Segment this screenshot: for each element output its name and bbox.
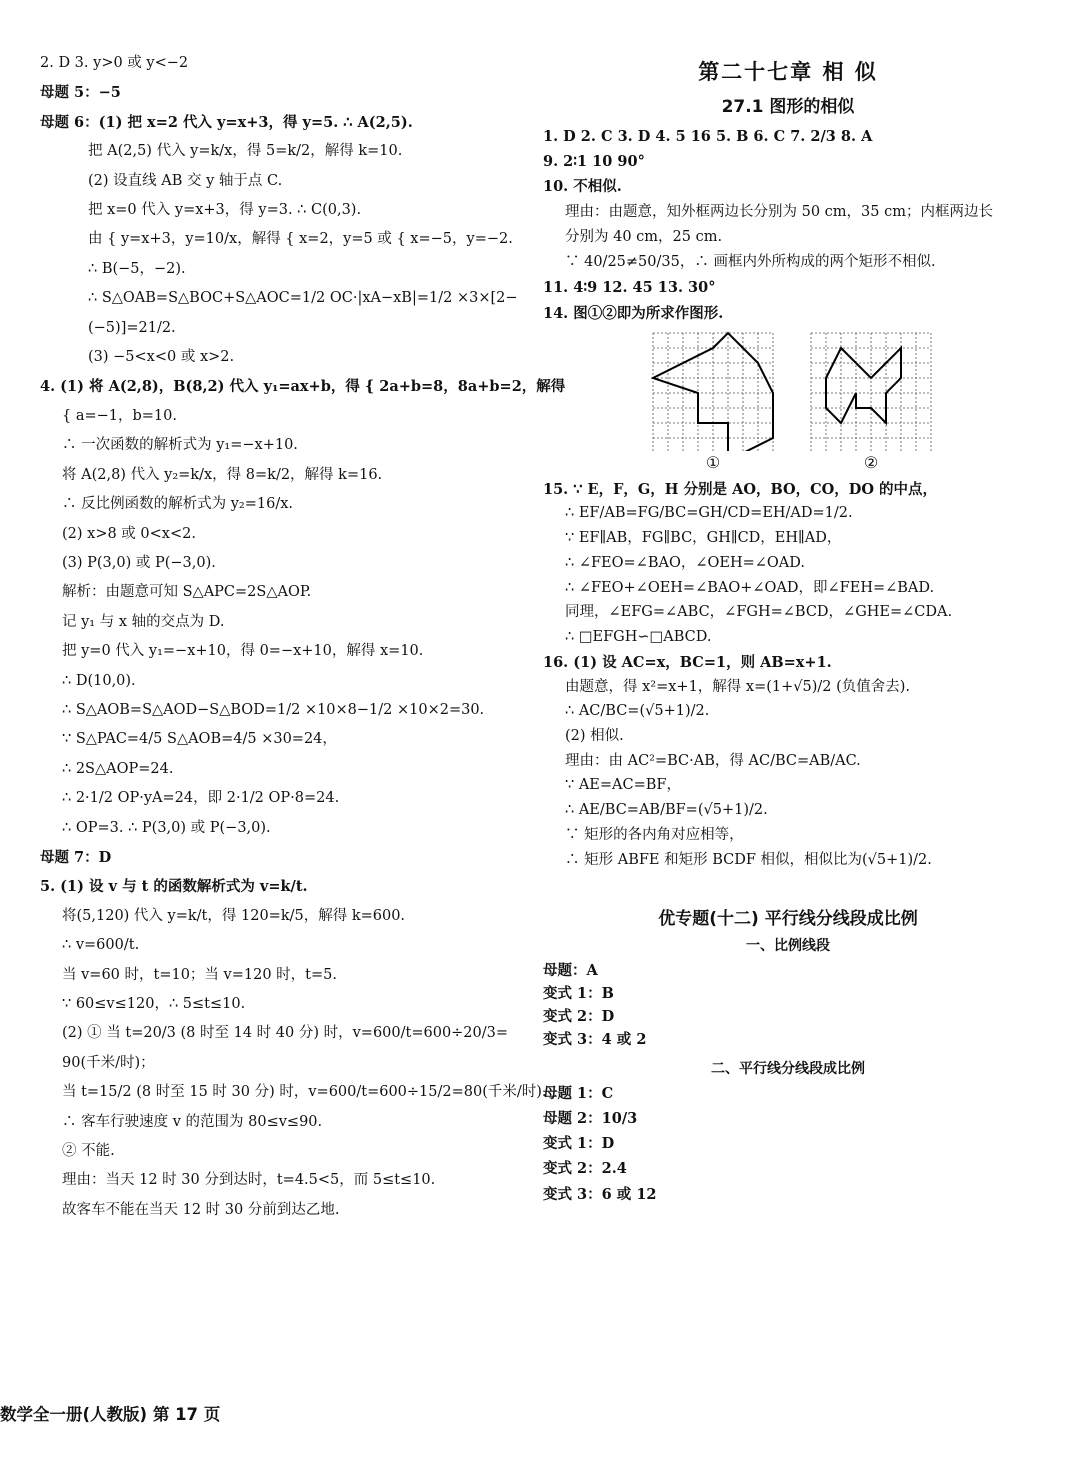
answer-line: ∴ B(−5，−2). xyxy=(88,260,186,277)
answer-line: ∴ S△OAB=S△BOC+S△AOC=1/2 OC·|xA−xB|=1/2 ×3×[2− xyxy=(88,290,518,307)
answer-line: 变式 2：D xyxy=(543,1008,615,1026)
answer-line: 理由：由题意，知外框两边长分别为 50 cm，35 cm；内框两边长 xyxy=(565,203,993,220)
answer-line: (3) −5<x<0 或 x>2. xyxy=(88,349,235,366)
answer-line: 16. (1) 设 AC=x，BC=1，则 AB=x+1. xyxy=(543,653,832,671)
topic-subtitle-2: 二、平行线分线段成比例 xyxy=(711,1060,865,1077)
answer-line: 母题 7：D xyxy=(40,848,112,866)
answer-line: ∵ 40/25≠50/35，∴ 画框内外所构成的两个矩形不相似. xyxy=(565,254,936,271)
answer-line: (2) x>8 或 0<x<2. xyxy=(62,525,196,542)
answer-line: 解析：由题意可知 S△APC=2S△AOP. xyxy=(62,584,312,601)
answer-line: 90(千米/时)； xyxy=(62,1054,155,1071)
answer-line: ∴ AC/BC=(√5+1)/2. xyxy=(565,703,710,720)
answers-block-a xyxy=(543,129,1033,321)
topic-answers-2 xyxy=(543,1086,1033,1202)
answer-line: ∵ S△PAC=4/5 S△AOB=4/5 ×30=24， xyxy=(62,731,337,748)
shape-outline xyxy=(826,348,901,423)
answer-line: ∴ v=600/t. xyxy=(62,937,140,954)
answer-line: 母题 1：C xyxy=(543,1084,614,1102)
answer-line: (2) 相似. xyxy=(565,727,624,744)
answer-line: ∴ EF/AB=FG/BC=GH/CD=EH/AD=1/2. xyxy=(565,505,853,522)
chapter-title: 第二十七章 相 似 xyxy=(698,60,878,84)
answer-line: 由 { y=x+3，y=10/x，解得 { x=2，y=5 或 { x=−5，y=−2. xyxy=(88,231,513,248)
answer-line: (−5)]=21/2. xyxy=(88,319,176,336)
answer-line: ∵ 矩形的各内角对应相等， xyxy=(565,826,744,843)
answer-line: ∴ 2·1/2 OP·yA=24，即 2·1/2 OP·8=24. xyxy=(62,790,340,807)
answer-line: ∵ AE=AC=BF， xyxy=(565,777,681,794)
answer-line: ∴ □EFGH∽□ABCD. xyxy=(565,629,712,646)
answer-line: 分别为 40 cm，25 cm. xyxy=(565,228,723,245)
answer-line: 1. D 2. C 3. D 4. 5 16 5. B 6. C 7. 2/3 8. A xyxy=(543,128,873,145)
answer-line: 母题 2：10/3 xyxy=(543,1109,638,1127)
answer-line: ∴ ∠FEO+∠OEH=∠BAO+∠OAD，即∠FEH=∠BAD. xyxy=(565,579,935,596)
answer-line: (2) 设直线 AB 交 y 轴于点 C. xyxy=(88,172,283,189)
answer-line: 当 v=60 时，t=10；当 v=120 时，t=5. xyxy=(62,966,337,983)
answer-line: 5. (1) 设 v 与 t 的函数解析式为 v=k/t. xyxy=(40,878,308,896)
answer-line: ∴ ∠FEO=∠BAO，∠OEH=∠OAD. xyxy=(565,554,805,571)
answer-line: 将(5,120) 代入 y=k/t，得 120=k/5，解得 k=600. xyxy=(62,907,406,924)
section-title: 27.1 图形的相似 xyxy=(721,97,855,117)
answer-line: ∴ 2S△AOP=24. xyxy=(62,760,174,777)
answer-line: { a=−1，b=10. xyxy=(62,407,177,424)
answer-line: 母题 5：−5 xyxy=(40,84,121,102)
answer-line: ② 不能. xyxy=(62,1143,115,1160)
answer-line: ∴ D(10,0). xyxy=(62,672,136,689)
right-column xyxy=(543,56,1033,1212)
answer-line: 变式 3：4 或 2 xyxy=(543,1031,647,1049)
answer-line: 14. 图①②即为所求作图形. xyxy=(543,304,724,322)
answer-line: ∴ 一次函数的解析式为 y₁=−x+10. xyxy=(62,437,298,454)
figure-1 xyxy=(651,331,775,472)
answer-line: 11. 4∶9 12. 45 13. 30° xyxy=(543,279,716,297)
figure-label-2: ② xyxy=(863,452,879,472)
answer-line: 2. D 3. y>0 或 y<−2 xyxy=(40,55,189,71)
topic-title: 优专题(十二) 平行线分线段成比例 xyxy=(658,908,918,929)
answer-line: 记 y₁ 与 x 轴的交点为 D. xyxy=(62,613,225,630)
figures xyxy=(543,331,1033,472)
grid-figure-2 xyxy=(809,331,933,451)
answer-line: ∴ OP=3. ∴ P(3,0) 或 P(−3,0). xyxy=(62,819,271,836)
answer-line: 9. 2∶1 10 90° xyxy=(543,153,645,171)
answer-line: ∴ AE/BC=AB/BF=(√5+1)/2. xyxy=(565,802,768,819)
left-column xyxy=(40,55,566,1232)
answer-line: 把 y=0 代入 y₁=−x+10，得 0=−x+10，解得 x=10. xyxy=(62,643,424,660)
answer-line: 母题 6：(1) 把 x=2 代入 y=x+3，得 y=5. ∴ A(2,5). xyxy=(40,113,413,131)
answer-line: ∵ 60≤v≤120，∴ 5≤t≤10. xyxy=(62,996,246,1012)
answer-line: 由题意，得 x²=x+1，解得 x=(1+√5)/2 (负值舍去). xyxy=(565,678,911,695)
answer-line: 变式 3：6 或 12 xyxy=(543,1185,657,1203)
answer-line: ∴ 客车行驶速度 v 的范围为 80≤v≤90. xyxy=(62,1113,323,1130)
answer-line: 母题：A xyxy=(543,961,598,979)
answer-line: 理由：当天 12 时 30 分到达时，t=4.5<5，而 5≤t≤10. xyxy=(62,1172,436,1189)
answer-line: (3) P(3,0) 或 P(−3,0). xyxy=(62,554,216,571)
answer-line: 把 A(2,5) 代入 y=k/x，得 5=k/2，解得 k=10. xyxy=(88,143,403,160)
topic-answers-1 xyxy=(543,963,1033,1048)
answer-line: 将 A(2,8) 代入 y₂=k/x，得 8=k/2，解得 k=16. xyxy=(62,466,383,483)
answer-line: ∴ 矩形 ABFE 和矩形 BCDF 相似，相似比为(√5+1)/2. xyxy=(565,851,932,868)
answer-line: 当 t=15/2 (8 时至 15 时 30 分) 时，v=600/t=600÷15/2=80(千米/时). xyxy=(62,1084,547,1101)
topic-subtitle-1: 一、比例线段 xyxy=(746,937,830,954)
page-footer: 数学全一册(人教版) 第 17 页 xyxy=(0,1405,221,1424)
answer-line: ∴ S△AOB=S△AOD−S△BOD=1/2 ×10×8−1/2 ×10×2=30. xyxy=(62,701,485,718)
answer-line: ∵ EF∥AB，FG∥BC，GH∥CD，EH∥AD， xyxy=(565,530,842,547)
answer-line: 变式 1：D xyxy=(543,1135,615,1153)
answer-line: 变式 1：B xyxy=(543,984,614,1002)
answer-line: ∴ 反比例函数的解析式为 y₂=16/x. xyxy=(62,496,293,513)
answer-line: 变式 2：2.4 xyxy=(543,1160,627,1178)
answer-line: 15. ∵ E，F，G，H 分别是 AO，BO，CO，DO 的中点， xyxy=(543,480,938,498)
grid-figure-1 xyxy=(651,331,775,451)
answer-line: 4. (1) 将 A(2,8)，B(8,2) 代入 y₁=ax+b，得 { 2a+b=8，8a+b=2，解得 xyxy=(40,378,566,396)
answer-line: 同理，∠EFG=∠ABC，∠FGH=∠BCD，∠GHE=∠CDA. xyxy=(565,604,953,621)
answer-line: 10. 不相似. xyxy=(543,178,622,196)
figure-label-1: ① xyxy=(705,452,721,472)
answers-block-b xyxy=(543,482,1033,868)
answer-line: 理由：由 AC²=BC·AB，得 AC/BC=AB/AC. xyxy=(565,752,861,769)
figure-2 xyxy=(809,331,933,472)
answer-line: 把 x=0 代入 y=x+3，得 y=3. ∴ C(0,3). xyxy=(88,202,362,219)
answer-line: (2) ① 当 t=20/3 (8 时至 14 时 40 分) 时，v=600/t=600÷20/3= xyxy=(62,1025,509,1042)
answer-line: 故客车不能在当天 12 时 30 分前到达乙地. xyxy=(62,1201,340,1218)
